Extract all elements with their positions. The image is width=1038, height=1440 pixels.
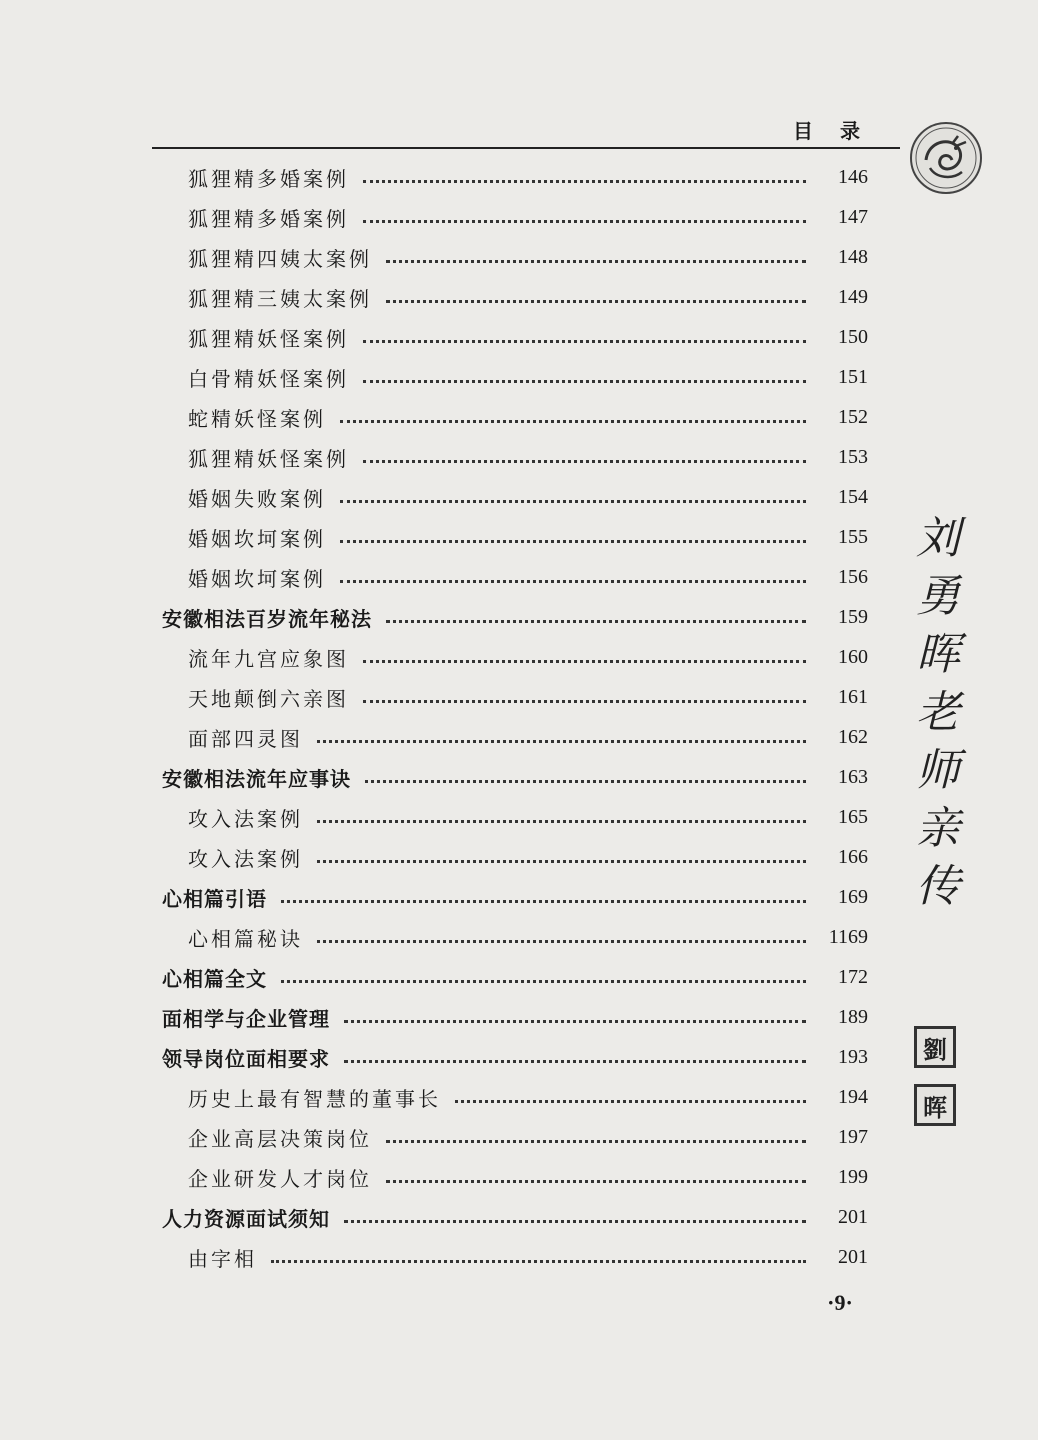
toc-entry — [188, 440, 868, 474]
name-seal-stamp-2: 晖 — [914, 1084, 956, 1126]
toc-entry-label: 人力资源面试须知 — [162, 1206, 330, 1231]
dot-leader — [386, 260, 806, 263]
header-title: 目 录 — [793, 119, 870, 143]
toc-entry-page: 161 — [838, 685, 868, 708]
toc-entry-page: 159 — [838, 605, 868, 628]
toc-entry-page: 201 — [838, 1245, 868, 1268]
toc-entry — [188, 1080, 868, 1114]
toc-entry-label: 婚姻失败案例 — [188, 486, 326, 511]
toc-entry — [162, 1040, 868, 1074]
toc-entry-label: 安徽相法百岁流年秘法 — [162, 606, 372, 631]
dot-leader — [340, 580, 806, 583]
toc-entry — [188, 400, 868, 434]
toc-entry-page: 148 — [838, 245, 868, 268]
toc-entry-label: 白骨精妖怪案例 — [188, 366, 349, 391]
dot-leader — [344, 1020, 806, 1023]
toc-entry-page: 166 — [838, 845, 868, 868]
vertical-side-title — [912, 510, 964, 916]
dot-leader — [340, 420, 806, 423]
toc-entry-label: 婚姻坎坷案例 — [188, 566, 326, 591]
toc-entry-page: 149 — [838, 285, 868, 308]
toc-entry — [188, 360, 868, 394]
dot-leader — [340, 540, 806, 543]
toc-entry-label: 狐狸精多婚案例 — [188, 206, 349, 231]
toc-entry-label: 狐狸精三姨太案例 — [188, 286, 372, 311]
dot-leader — [340, 500, 806, 503]
toc-entry — [188, 1120, 868, 1154]
toc-entry-label: 狐狸精多婚案例 — [188, 166, 349, 191]
toc-entry — [188, 640, 868, 674]
toc-entry-label: 由字相 — [188, 1246, 257, 1271]
side-title-char: 勇 — [916, 571, 960, 622]
dot-leader — [281, 900, 806, 903]
dot-leader — [386, 1180, 806, 1183]
toc-entry — [188, 520, 868, 554]
header-rule — [152, 147, 900, 149]
toc-entry — [162, 960, 868, 994]
toc-entry-page: 169 — [838, 885, 868, 908]
side-title-char: 亲 — [916, 803, 960, 854]
toc-entry-page: 199 — [838, 1165, 868, 1188]
toc-entry-page: 153 — [838, 445, 868, 468]
dot-leader — [363, 380, 806, 383]
toc-entry-page: 165 — [838, 805, 868, 828]
toc-entry — [188, 160, 868, 194]
dot-leader — [317, 940, 806, 943]
toc-entry — [188, 720, 868, 754]
toc-entry-page: 172 — [838, 965, 868, 988]
toc-entry-page: 163 — [838, 765, 868, 788]
dot-leader — [271, 1260, 806, 1263]
toc-entry-label: 狐狸精妖怪案例 — [188, 326, 349, 351]
toc-entry-page: 193 — [838, 1045, 868, 1068]
toc-entry — [162, 880, 868, 914]
dot-leader — [363, 180, 806, 183]
dot-leader — [317, 740, 806, 743]
page-number: ·9· — [827, 1290, 853, 1315]
toc-entry — [188, 840, 868, 874]
dot-leader — [281, 980, 806, 983]
side-title-char: 传 — [916, 861, 960, 912]
toc-entry-page: 150 — [838, 325, 868, 348]
dot-leader — [363, 220, 806, 223]
toc-entry-label: 婚姻坎坷案例 — [188, 526, 326, 551]
toc-entry-page: 147 — [838, 205, 868, 228]
dot-leader — [363, 460, 806, 463]
toc-entry-page: 1169 — [828, 925, 868, 948]
toc-entry — [188, 920, 868, 954]
toc-entry-label: 心相篇引语 — [162, 886, 267, 911]
toc-entry-page: 162 — [838, 725, 868, 748]
toc-entry-page: 194 — [838, 1085, 868, 1108]
toc-entry-page: 146 — [838, 165, 868, 188]
toc-entry-page: 155 — [838, 525, 868, 548]
dot-leader — [455, 1100, 806, 1103]
toc-entry-label: 蛇精妖怪案例 — [188, 406, 326, 431]
toc-entry — [162, 600, 868, 634]
toc-entry-label: 狐狸精四姨太案例 — [188, 246, 372, 271]
toc-entry — [162, 760, 868, 794]
toc-entry-label: 心相篇秘诀 — [188, 926, 303, 951]
toc-entry — [188, 1240, 868, 1274]
toc-entry — [162, 1000, 868, 1034]
dragon-seal-icon — [908, 120, 984, 196]
toc-entry-label: 心相篇全文 — [162, 966, 267, 991]
toc-entry — [188, 480, 868, 514]
toc-entry-page: 154 — [838, 485, 868, 508]
toc-entry-page: 160 — [838, 645, 868, 668]
side-title-char: 师 — [916, 745, 960, 796]
toc-entry-page: 156 — [838, 565, 868, 588]
toc-entry-label: 领导岗位面相要求 — [162, 1046, 330, 1071]
dot-leader — [386, 620, 806, 623]
toc-entry-page: 151 — [838, 365, 868, 388]
toc-entry — [188, 680, 868, 714]
toc-entry — [188, 240, 868, 274]
toc-entry-label: 面相学与企业管理 — [162, 1006, 330, 1031]
dot-leader — [386, 300, 806, 303]
side-title-char: 刘 — [916, 513, 960, 564]
toc-entry-label: 天地颠倒六亲图 — [188, 686, 349, 711]
dot-leader — [344, 1060, 806, 1063]
side-title-char: 老 — [916, 687, 960, 738]
toc-entry-page: 189 — [838, 1005, 868, 1028]
side-title-char: 晖 — [916, 629, 960, 680]
toc-entry — [188, 200, 868, 234]
dot-leader — [317, 820, 806, 823]
dot-leader — [344, 1220, 806, 1223]
toc-entry-label: 企业高层决策岗位 — [188, 1126, 372, 1151]
toc-entry-label: 企业研发人才岗位 — [188, 1166, 372, 1191]
toc-entry — [188, 320, 868, 354]
dot-leader — [386, 1140, 806, 1143]
toc-entry — [162, 1200, 868, 1234]
toc-entry-page: 152 — [838, 405, 868, 428]
toc-entry-page: 197 — [838, 1125, 868, 1148]
toc-entry — [188, 560, 868, 594]
dot-leader — [363, 660, 806, 663]
dot-leader — [363, 340, 806, 343]
toc-entry-label: 狐狸精妖怪案例 — [188, 446, 349, 471]
dot-leader — [365, 780, 806, 783]
toc-entry-label: 攻入法案例 — [188, 806, 303, 831]
dot-leader — [317, 860, 806, 863]
toc-entry-label: 历史上最有智慧的董事长 — [188, 1086, 441, 1111]
dot-leader — [363, 700, 806, 703]
toc-entry-label: 攻入法案例 — [188, 846, 303, 871]
toc-entry — [188, 800, 868, 834]
toc-entry-label: 安徽相法流年应事诀 — [162, 766, 351, 791]
name-seal-stamp-1: 劉 — [914, 1026, 956, 1068]
toc-entry-label: 流年九宫应象图 — [188, 646, 349, 671]
toc-entry-page: 201 — [838, 1205, 868, 1228]
toc-entry — [188, 1160, 868, 1194]
toc-entry-label: 面部四灵图 — [188, 726, 303, 751]
toc-entry — [188, 280, 868, 314]
